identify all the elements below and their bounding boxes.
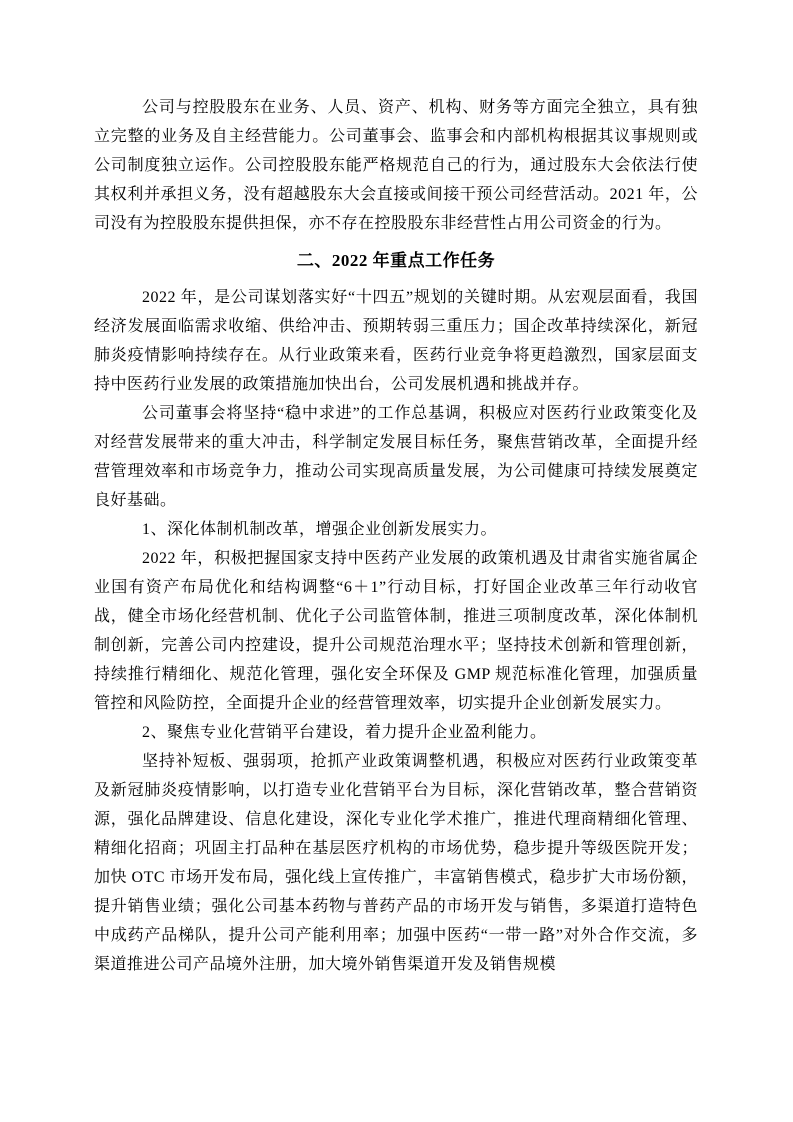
list-item-1-deepen-reform: 1、深化体制机制改革，增强企业创新发展实力。	[142, 521, 498, 538]
paragraph-reform-measures: 2022 年，积极把握国家支持中医药产业发展的政策机遇及甘肃省实施省属企业国有资产布局优化和结构调整“6＋1”行动目标，打好国企业改革三年行动收官战，健全市场化经营机制、优化子公司监管体制，推进三项制度改革，深化体制机制创新，完善公司内控建设，提升公司规范治理水平；坚持技术创新和管理创新，持续推行精细化、规范化管理，强化安全环保及 GMP 规范标准化管理，加强质量管控和风险防控，全面提升企业的经营管理效率，切实提升企业创新发展实力。	[94, 550, 698, 712]
paragraph-board-work-keynote: 公司董事会将坚持“稳中求进”的工作总基调，积极应对医药行业政策变化及对经营发展带来的重大冲击，科学制定发展目标任务，聚焦营销改革，全面提升经营管理效率和市场竞争力，推动公司实现高质量发展，为公司健康可持续发展奠定良好基础。	[94, 405, 698, 509]
list-item-2-marketing-platform: 2、聚焦专业化营销平台建设，着力提升企业盈利能力。	[142, 724, 547, 741]
paragraph-controlling-shareholder-independence: 公司与控股股东在业务、人员、资产、机构、财务等方面完全独立，具有独立完整的业务及自主经营能力。公司董事会、监事会和内部机构根据其议事规则或公司制度独立运作。公司控股股东能严格规范自己的行为，通过股东大会依法行使其权利并承担义务，没有超越股东大会直接或间接干预公司经营活动。2021 年，公司没有为控股股东提供担保，亦不存在控股股东非经营性占用公司资金的行为。	[94, 99, 698, 232]
paragraph-marketing-measures: 坚持补短板、强弱项，抢抓产业政策调整机遇，积极应对医药行业政策变革及新冠肺炎疫情影响，以打造专业化营销平台为目标，深化营销改革，整合营销资源，强化品牌建设、信息化建设，深化专业化学术推广，推进代理商精细化管理、精细化招商；巩固主打品种在基层医疗机构的市场优势，稳步提升等级医院开发；加快 OTC 市场开发布局，强化线上宣传推广，丰富销售模式，稳步扩大市场份额，提升销售业绩；强化公司基本药物与普药产品的市场开发与销售，多渠道打造特色中成药产品梯队，提升公司产能利用率；加强中医药“一带一路”对外合作交流，多渠道推进公司产品境外注册，加大境外销售渠道开发及销售规模	[94, 753, 698, 973]
section-heading-2022-key-tasks: 二、2022 年重点工作任务	[296, 251, 496, 270]
paragraph-2022-outlook: 2022 年，是公司谋划落实好“十四五”规划的关键时期。从宏观层面看，我国经济发展面临需求收缩、供给冲击、预期转弱三重压力；国企改革持续深化，新冠肺炎疫情影响持续存在。从行业政策来看，医药行业竞争将更趋激烈，国家层面支持中医药行业发展的政策措施加快出台，公司发展机遇和挑战并存。	[94, 289, 698, 393]
